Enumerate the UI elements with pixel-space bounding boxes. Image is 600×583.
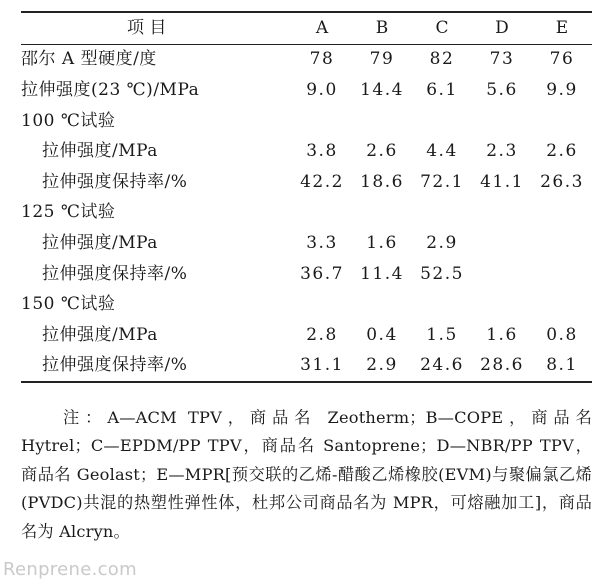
row-value: [532, 289, 592, 320]
row-value: [472, 259, 532, 290]
row-value: [412, 289, 472, 320]
header-item: 项 目: [127, 17, 167, 38]
row-value: 5.6: [486, 79, 518, 100]
row-value: 72.1: [420, 171, 464, 192]
row-value: 82: [429, 49, 455, 70]
header-col-b: B: [375, 17, 389, 38]
row-value: 36.7: [300, 263, 344, 284]
row-value: 18.6: [360, 171, 404, 192]
properties-table: [21, 11, 592, 383]
row-value: 0.8: [546, 324, 578, 345]
row-value: [472, 289, 532, 320]
table-row: [21, 259, 592, 290]
header-col-a: A: [315, 17, 329, 38]
data-table-container: [21, 11, 592, 383]
table-row: [21, 320, 592, 351]
row-value: 1.5: [426, 324, 458, 345]
row-label: 拉伸强度(23 ℃)/MPa: [21, 79, 200, 100]
row-value: [532, 228, 592, 259]
row-value: 1.6: [366, 232, 398, 253]
row-value: 9.9: [546, 79, 578, 100]
row-label: 拉伸强度保持率/%: [42, 171, 188, 192]
table-row: [21, 136, 592, 167]
table-row: [21, 351, 592, 383]
row-value: 8.1: [546, 355, 578, 376]
row-value: [412, 198, 472, 229]
row-value: 4.4: [426, 141, 458, 162]
row-value: 2.6: [546, 141, 578, 162]
row-value: [352, 289, 412, 320]
row-value: 14.4: [360, 79, 404, 100]
row-value: [532, 259, 592, 290]
table-row: [21, 198, 592, 229]
row-value: 24.6: [420, 355, 464, 376]
table-row: [21, 75, 592, 106]
header-col-e: E: [555, 17, 569, 38]
row-value: 31.1: [300, 355, 344, 376]
table-row: [21, 228, 592, 259]
row-value: [412, 106, 472, 137]
row-value: 3.8: [306, 141, 338, 162]
row-value: [472, 198, 532, 229]
row-value: 6.1: [426, 79, 458, 100]
row-value: [292, 289, 352, 320]
row-value: 2.8: [306, 324, 338, 345]
row-value: 26.3: [540, 171, 584, 192]
row-value: 78: [309, 49, 335, 70]
table-row: [21, 289, 592, 320]
row-value: 2.6: [366, 141, 398, 162]
row-value: 2.9: [366, 355, 398, 376]
row-value: 52.5: [420, 263, 464, 284]
row-label: 拉伸强度/MPa: [42, 232, 158, 253]
row-value: [292, 198, 352, 229]
table-note: 注：A—ACM TPV，商品名 Zeotherm；B—COPE，商品名 Hytrel；C—EPDM/PP TPV，商品名 Santoprene；D—NBR/PP TPV，商品名 Geolast；E—MPR[预交联的乙烯-醋酸乙烯橡胶(EVM)与聚偏氯乙烯(PVDC)共混的热塑性弹性体，杜邦公司商品名为 MPR，可熔融加工]，商品名为 Alcryn。: [21, 408, 592, 541]
table-row: [21, 44, 592, 75]
row-value: [472, 228, 532, 259]
row-label: 邵尔 A 型硬度/度: [21, 49, 157, 70]
row-value: [292, 106, 352, 137]
row-value: 0.4: [366, 324, 398, 345]
header-col-c: C: [435, 17, 449, 38]
row-value: 2.9: [426, 232, 458, 253]
row-value: 73: [489, 49, 515, 70]
row-value: 79: [369, 49, 395, 70]
row-value: [532, 106, 592, 137]
site-watermark: Renprene.com: [3, 559, 137, 580]
table-header-row: [21, 12, 592, 44]
row-value: 28.6: [480, 355, 524, 376]
row-value: 42.2: [300, 171, 344, 192]
row-value: [472, 106, 532, 137]
row-label: 拉伸强度/MPa: [42, 324, 158, 345]
row-label: 拉伸强度/MPa: [42, 141, 158, 162]
header-col-d: D: [495, 17, 509, 38]
row-value: 2.3: [486, 141, 518, 162]
table-row: [21, 106, 592, 137]
row-value: 1.6: [486, 324, 518, 345]
row-label: 100 ℃试验: [21, 110, 116, 131]
row-label: 125 ℃试验: [21, 202, 116, 223]
row-label: 拉伸强度保持率/%: [42, 263, 188, 284]
row-value: [532, 198, 592, 229]
row-value: [352, 198, 412, 229]
row-value: 11.4: [360, 263, 404, 284]
row-label: 150 ℃试验: [21, 294, 116, 315]
row-value: 41.1: [480, 171, 524, 192]
row-value: [352, 106, 412, 137]
row-value: 3.3: [306, 232, 338, 253]
row-value: 9.0: [306, 79, 338, 100]
row-value: 76: [549, 49, 575, 70]
table-row: [21, 167, 592, 198]
row-label: 拉伸强度保持率/%: [42, 355, 188, 376]
